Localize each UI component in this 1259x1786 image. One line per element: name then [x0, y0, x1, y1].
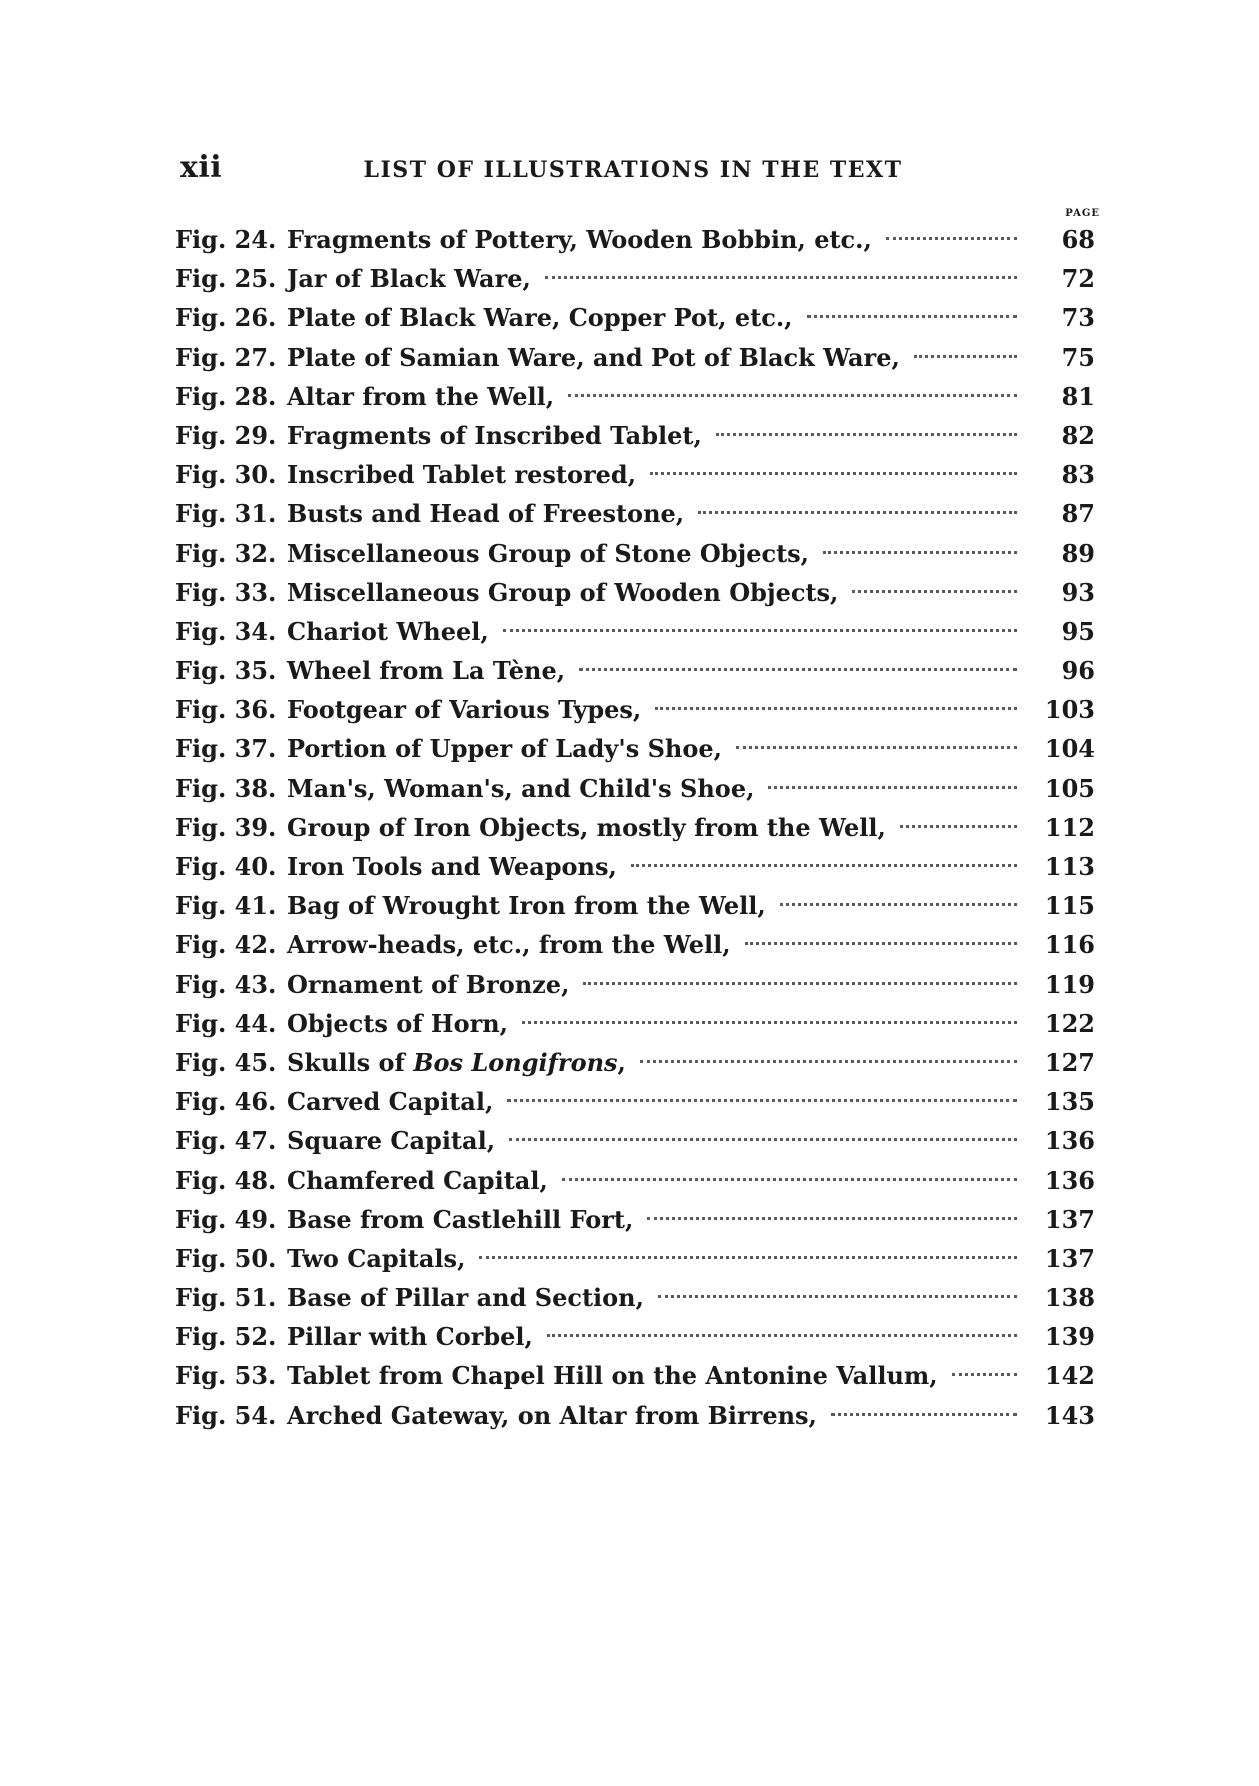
figure-title-text: Busts and Head of Freestone,	[287, 499, 685, 529]
figure-title	[287, 1087, 493, 1116]
dot-leader	[650, 472, 1017, 475]
dot-leader	[823, 551, 1017, 554]
page-reference: 119	[1044, 969, 1095, 999]
dot-leader	[647, 1217, 1017, 1220]
figure-title-text: Fragments of Inscribed Tablet,	[287, 420, 702, 450]
page-reference: 116	[1044, 930, 1095, 960]
page-reference: 93	[1061, 577, 1095, 607]
figure-number: Fig. 45.	[175, 1047, 277, 1077]
page-reference: 95	[1061, 616, 1095, 646]
page-reference: 137	[1044, 1243, 1095, 1273]
dot-leader	[831, 1413, 1017, 1416]
figure-title	[287, 1322, 533, 1351]
dot-leader	[640, 1060, 1017, 1063]
figure-number: Fig. 27.	[175, 342, 277, 372]
list-item	[175, 303, 1095, 342]
figure-title	[287, 303, 793, 332]
figure-number: Fig. 25.	[175, 264, 277, 294]
list-item	[175, 225, 1095, 264]
figure-number: Fig. 43.	[175, 969, 277, 999]
figure-number: Fig. 32.	[175, 538, 277, 568]
figure-title-text: Two Capitals,	[287, 1243, 466, 1273]
figure-title	[287, 343, 900, 372]
figure-number: Fig. 37.	[175, 734, 277, 764]
list-item	[175, 852, 1095, 891]
figure-title	[287, 225, 872, 254]
figure-title-text: Square Capital,	[287, 1126, 496, 1156]
page-column-label: PAGE	[1065, 208, 1100, 219]
dot-leader	[914, 355, 1017, 358]
page-reference: 139	[1044, 1322, 1095, 1352]
page-reference: 87	[1061, 499, 1095, 529]
page-reference: 122	[1044, 1008, 1095, 1038]
figure-title	[287, 734, 722, 763]
dot-leader	[507, 1099, 1017, 1102]
figure-number: Fig. 38.	[175, 773, 277, 803]
dot-leader	[562, 1178, 1017, 1181]
list-item	[175, 970, 1095, 1009]
figure-title-text: Plate of Black Ware, Copper Pot, etc.,	[287, 303, 793, 333]
figure-title-text: Miscellaneous Group of Stone Objects,	[287, 538, 810, 568]
page-reference: 81	[1061, 381, 1095, 411]
dot-leader	[658, 1295, 1017, 1298]
figure-title	[287, 813, 886, 842]
dot-leader	[583, 982, 1017, 985]
dot-leader	[952, 1373, 1017, 1376]
figure-title-text: Chariot Wheel,	[287, 616, 489, 646]
figure-title-text: Base from Castlehill Fort,	[287, 1204, 634, 1234]
dot-leader	[568, 394, 1017, 397]
figure-title	[287, 1205, 633, 1234]
figure-title-text: Arched Gateway, on Altar from Birrens,	[287, 1400, 817, 1430]
list-item	[175, 930, 1095, 969]
page-reference: 72	[1061, 264, 1095, 294]
dot-leader	[768, 786, 1017, 789]
page-reference: 75	[1061, 342, 1095, 372]
figure-title	[287, 774, 754, 803]
list-item	[175, 1244, 1095, 1283]
figure-title-text: Tablet from Chapel Hill on the Antonine Vallum,	[287, 1361, 938, 1391]
figure-title	[287, 539, 809, 568]
page-reference: 115	[1044, 891, 1095, 921]
figure-title	[287, 695, 641, 724]
figure-title-text: Base of Pillar and Section,	[287, 1283, 644, 1313]
figure-number: Fig. 52.	[175, 1322, 277, 1352]
list-item	[175, 1087, 1095, 1126]
dot-leader	[852, 590, 1017, 593]
figure-number: Fig. 34.	[175, 616, 277, 646]
figure-title-text: Man's, Woman's, and Child's Shoe,	[287, 773, 755, 803]
list-item	[175, 539, 1095, 578]
dot-leader	[745, 942, 1017, 945]
page-number: xii	[180, 150, 223, 185]
dot-leader	[698, 511, 1017, 514]
list-item	[175, 1166, 1095, 1205]
dot-leader	[780, 903, 1017, 906]
figure-title-text: Miscellaneous Group of Wooden Objects,	[287, 577, 839, 607]
page-reference: 89	[1061, 538, 1095, 568]
list-item	[175, 264, 1095, 303]
page-reference: 137	[1044, 1204, 1095, 1234]
list-item	[175, 1322, 1095, 1361]
dot-leader	[807, 315, 1017, 318]
page-reference: 112	[1044, 812, 1095, 842]
figure-title	[287, 1048, 626, 1077]
dot-leader	[509, 1138, 1017, 1141]
page-reference: 103	[1044, 695, 1095, 725]
figure-title	[287, 1009, 508, 1038]
figure-number: Fig. 44.	[175, 1008, 277, 1038]
figure-number: Fig. 26.	[175, 303, 277, 333]
dot-leader	[655, 707, 1017, 710]
figure-number: Fig. 30.	[175, 460, 277, 490]
figure-title	[287, 578, 838, 607]
list-item	[175, 617, 1095, 656]
figure-number: Fig. 31.	[175, 499, 277, 529]
list-item	[175, 734, 1095, 773]
running-title: LIST OF ILLUSTRATIONS IN THE TEXT	[363, 157, 903, 183]
figure-number: Fig. 33.	[175, 577, 277, 607]
figure-number: Fig. 53.	[175, 1361, 277, 1391]
dot-leader	[736, 746, 1017, 749]
figure-title-text: Chamfered Capital,	[287, 1165, 548, 1195]
list-item	[175, 1401, 1095, 1440]
page-reference: 136	[1044, 1165, 1095, 1195]
list-item	[175, 1009, 1095, 1048]
page-reference: 135	[1044, 1087, 1095, 1117]
figure-title-suffix: ,	[617, 1047, 626, 1077]
figure-title	[287, 1283, 644, 1312]
figure-title-text: Iron Tools and Weapons,	[287, 852, 617, 881]
list-item	[175, 1283, 1095, 1322]
list-item	[175, 343, 1095, 382]
dot-leader	[545, 276, 1017, 279]
figure-number: Fig. 48.	[175, 1165, 277, 1195]
figure-title-text: Altar from the Well,	[287, 381, 555, 411]
figure-number: Fig. 51.	[175, 1283, 277, 1313]
list-item	[175, 1048, 1095, 1087]
page-reference: 127	[1044, 1047, 1095, 1077]
dot-leader	[579, 668, 1017, 671]
figure-title	[287, 382, 554, 411]
dot-leader	[886, 237, 1017, 240]
list-item	[175, 656, 1095, 695]
figure-number: Fig. 24.	[175, 225, 277, 254]
dot-leader	[631, 864, 1017, 867]
figure-title-text: Plate of Samian Ware, and Pot of Black Ware,	[287, 342, 900, 372]
figure-title	[287, 656, 565, 685]
page-reference: 113	[1044, 852, 1095, 881]
figure-title	[287, 1166, 548, 1195]
list-item	[175, 891, 1095, 930]
figure-number: Fig. 42.	[175, 930, 277, 960]
page-reference: 136	[1044, 1126, 1095, 1156]
figure-title-italic: Bos Longifrons	[413, 1047, 618, 1077]
figure-title	[287, 1361, 938, 1390]
dot-leader	[522, 1021, 1017, 1024]
figure-title-text: Ornament of Bronze,	[287, 969, 570, 999]
figure-title	[287, 617, 489, 646]
dot-leader	[479, 1256, 1017, 1259]
figure-title-text: Skulls of	[287, 1047, 414, 1077]
figure-title-text: Fragments of Pottery, Wooden Bobbin, etc.,	[287, 225, 872, 254]
figure-number: Fig. 39.	[175, 812, 277, 842]
dot-leader	[716, 433, 1017, 436]
figure-title-text: Arrow-heads, etc., from the Well,	[287, 930, 731, 960]
list-item	[175, 813, 1095, 852]
list-item	[175, 1126, 1095, 1165]
list-item	[175, 578, 1095, 617]
page-reference: 82	[1061, 420, 1095, 450]
figure-title-text: Bag of Wrought Iron from the Well,	[287, 891, 766, 921]
list-item	[175, 382, 1095, 421]
figure-number: Fig. 49.	[175, 1204, 277, 1234]
figure-title-text: Pillar with Corbel,	[287, 1322, 533, 1352]
list-item	[175, 1205, 1095, 1244]
figure-title-text: Carved Capital,	[287, 1087, 494, 1117]
figure-title	[287, 1126, 495, 1155]
dot-leader	[503, 629, 1017, 632]
figure-title	[287, 891, 766, 920]
page-reference: 68	[1061, 225, 1095, 254]
list-item	[175, 695, 1095, 734]
dot-leader	[547, 1334, 1017, 1337]
page-reference: 96	[1061, 656, 1095, 686]
figure-number: Fig. 47.	[175, 1126, 277, 1156]
illustrations-list	[175, 225, 1095, 1440]
figure-title	[287, 930, 731, 959]
figure-number: Fig. 40.	[175, 852, 277, 881]
figure-title	[287, 264, 531, 293]
figure-number: Fig. 29.	[175, 420, 277, 450]
figure-title	[287, 421, 702, 450]
page-reference: 142	[1044, 1361, 1095, 1391]
dot-leader	[900, 825, 1017, 828]
figure-title-text: Wheel from La Tène,	[287, 656, 566, 686]
figure-number: Fig. 50.	[175, 1243, 277, 1273]
figure-title-text: Jar of Black Ware,	[287, 264, 531, 294]
figure-number: Fig. 35.	[175, 656, 277, 686]
figure-title	[287, 460, 636, 489]
figure-number: Fig. 54.	[175, 1400, 277, 1430]
figure-number: Fig. 41.	[175, 891, 277, 921]
figure-title	[287, 1244, 465, 1273]
list-item	[175, 774, 1095, 813]
figure-title-text: Portion of Upper of Lady's Shoe,	[287, 734, 722, 764]
page-reference: 104	[1044, 734, 1095, 764]
figure-title	[287, 852, 617, 881]
page-reference: 105	[1044, 773, 1095, 803]
list-item	[175, 499, 1095, 538]
figure-title	[287, 1401, 817, 1430]
page-reference: 143	[1044, 1400, 1095, 1430]
figure-number: Fig. 28.	[175, 381, 277, 411]
running-head	[180, 150, 1086, 190]
page-reference: 83	[1061, 460, 1095, 490]
figure-title-text: Objects of Horn,	[287, 1008, 509, 1038]
page-reference: 73	[1061, 303, 1095, 333]
figure-title	[287, 970, 569, 999]
figure-title-text: Inscribed Tablet restored,	[287, 460, 637, 490]
page-reference: 138	[1044, 1283, 1095, 1313]
figure-title	[287, 499, 684, 528]
figure-number: Fig. 46.	[175, 1087, 277, 1117]
list-item	[175, 421, 1095, 460]
list-item	[175, 1361, 1095, 1400]
list-item	[175, 460, 1095, 499]
figure-title-text: Group of Iron Objects, mostly from the Well,	[287, 812, 886, 842]
figure-title-text: Footgear of Various Types,	[287, 695, 642, 725]
figure-number: Fig. 36.	[175, 695, 277, 725]
